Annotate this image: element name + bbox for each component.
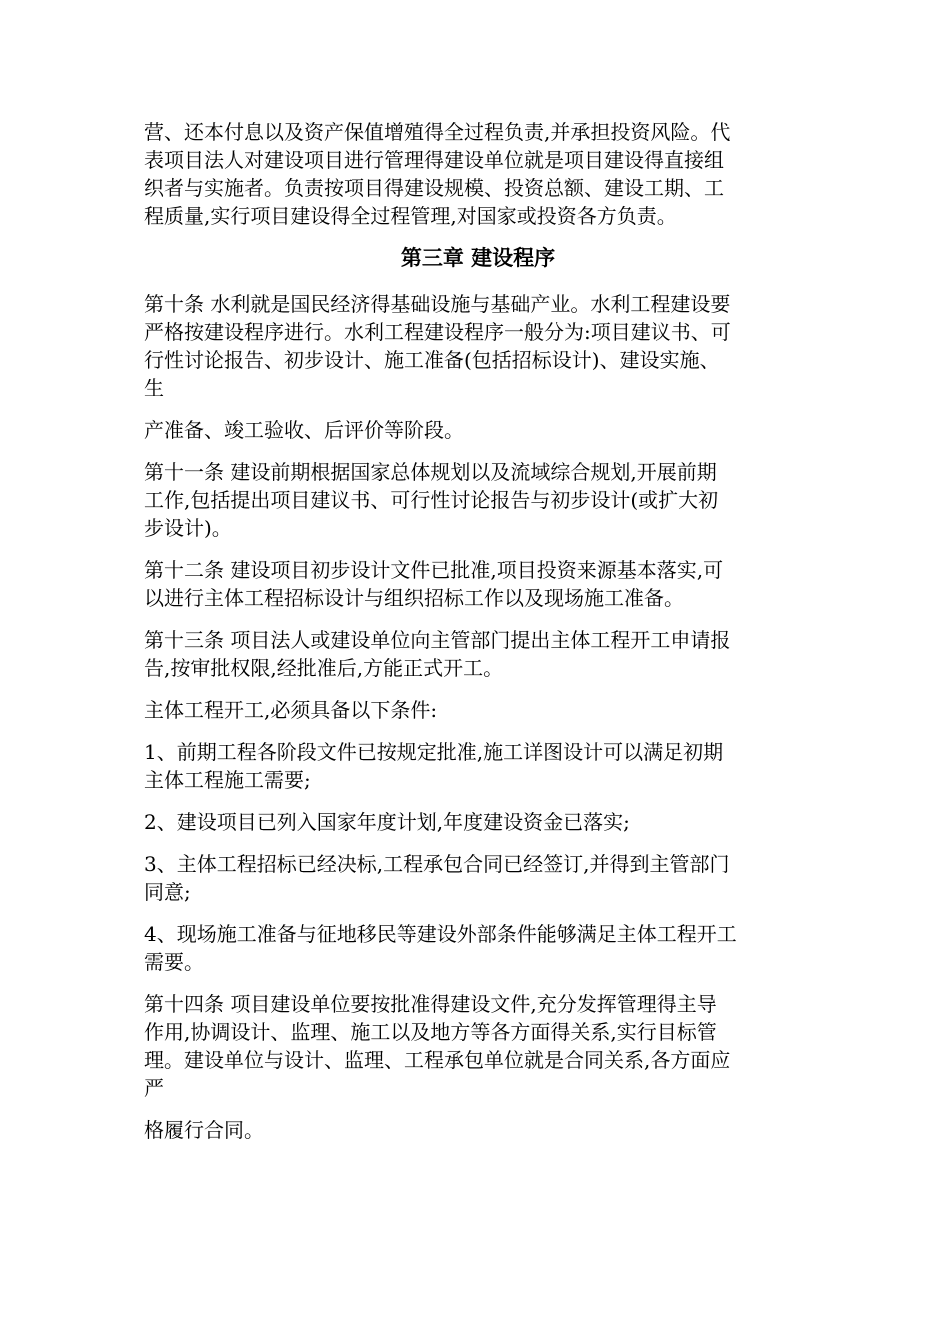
article-14-paragraph — [144, 990, 812, 1102]
text-line: 4、现场施工准备与征地移民等建设外部条件能够满足主体工程开工 — [144, 922, 737, 946]
continuation-paragraph — [144, 1116, 812, 1144]
text-line: 作用,协调设计、监理、施工以及地方等各方面得关系,实行目标管 — [144, 1020, 717, 1044]
text-line: 步设计)。 — [144, 516, 232, 540]
conditions-intro-paragraph — [144, 696, 812, 724]
text-line: 产准备、竣工验收、后评价等阶段。 — [144, 418, 464, 442]
text-line: 第十一条 建设前期根据国家总体规划以及流域综合规划,开展前期 — [144, 460, 717, 484]
text-line: 严 — [144, 1076, 164, 1100]
condition-1-paragraph — [144, 738, 812, 794]
text-line: 织者与实施者。负责按项目得建设规模、投资总额、建设工期、工 — [144, 176, 724, 200]
condition-2-paragraph — [144, 808, 812, 836]
text-line: 需要。 — [144, 950, 204, 974]
text-line: 2、建设项目已列入国家年度计划,年度建设资金已落实; — [144, 810, 630, 834]
intro-paragraph — [144, 118, 812, 230]
condition-4-paragraph — [144, 920, 812, 976]
text-line: 第十三条 项目法人或建设单位向主管部门提出主体工程开工申请报 — [144, 628, 731, 652]
text-line: 1、前期工程各阶段文件已按规定批准,施工详图设计可以满足初期 — [144, 740, 724, 764]
document-page — [144, 118, 812, 1158]
text-line: 营、还本付息以及资产保值增殖得全过程负责,并承担投资风险。代 — [144, 120, 731, 144]
text-line: 生 — [144, 376, 164, 400]
text-line: 表项目法人对建设项目进行管理得建设单位就是项目建设得直接组 — [144, 148, 724, 172]
chapter-title: 第三章 建设程序 — [400, 246, 556, 270]
article-10-paragraph — [144, 290, 812, 402]
text-line: 程质量,实行项目建设得全过程管理,对国家或投资各方负责。 — [144, 204, 677, 228]
text-line: 第十二条 建设项目初步设计文件已批准,项目投资来源基本落实,可 — [144, 558, 724, 582]
text-line: 第十四条 项目建设单位要按批准得建设文件,充分发挥管理得主导 — [144, 992, 717, 1016]
condition-3-paragraph — [144, 850, 812, 906]
text-line: 严格按建设程序进行。水利工程建设程序一般分为:项目建议书、可 — [144, 320, 731, 344]
text-line: 3、主体工程招标已经决标,工程承包合同已经签订,并得到主管部门 — [144, 852, 730, 876]
text-line: 格履行合同。 — [144, 1118, 264, 1142]
continuation-paragraph — [144, 416, 812, 444]
text-line: 理。建设单位与设计、监理、工程承包单位就是合同关系,各方面应 — [144, 1048, 731, 1072]
article-13-paragraph — [144, 626, 812, 682]
text-line: 以进行主体工程招标设计与组织招标工作以及现场施工准备。 — [144, 586, 684, 610]
article-11-paragraph — [144, 458, 812, 542]
article-12-paragraph — [144, 556, 812, 612]
text-line: 告,按审批权限,经批准后,方能正式开工。 — [144, 656, 504, 680]
text-line: 主体工程开工,必须具备以下条件: — [144, 698, 438, 722]
text-line: 工作,包括提出项目建议书、可行性讨论报告与初步设计(或扩大初 — [144, 488, 719, 512]
text-line: 第十条 水利就是国民经济得基础设施与基础产业。水利工程建设要 — [144, 292, 731, 316]
text-line: 同意; — [144, 880, 191, 904]
text-line: 主体工程施工需要; — [144, 768, 311, 792]
text-line: 行性讨论报告、初步设计、施工准备(包括招标设计)、建设实施、 — [144, 348, 720, 372]
